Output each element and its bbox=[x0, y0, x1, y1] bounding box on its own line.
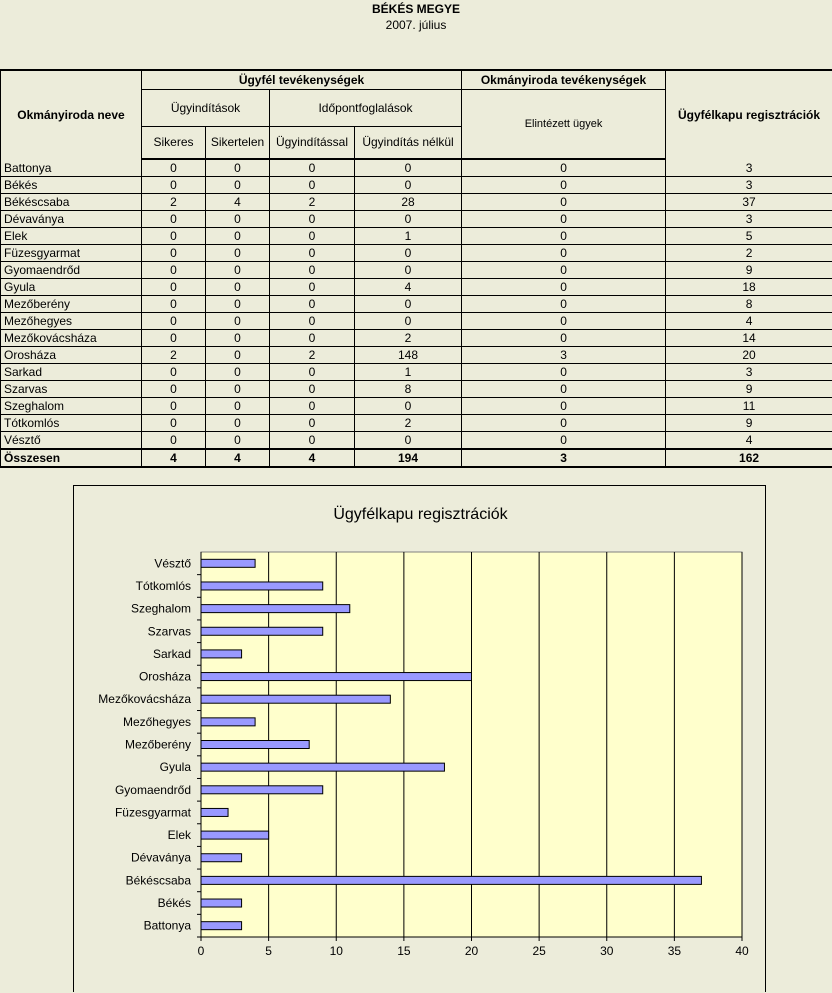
value-cell-elintezett: 0 bbox=[462, 194, 666, 211]
y-category-label: Orosháza bbox=[139, 670, 191, 684]
report-title: BÉKÉS MEGYE bbox=[0, 2, 832, 16]
value-cell-ugyfelkapu: 9 bbox=[666, 262, 832, 279]
office-name-cell: Vésztő bbox=[1, 432, 142, 450]
value-cell-ugyinditassal: 0 bbox=[270, 381, 355, 398]
office-name-cell: Mezőhegyes bbox=[1, 313, 142, 330]
bar bbox=[201, 718, 255, 726]
bar-chart bbox=[74, 486, 767, 993]
value-cell-sikertelen: 0 bbox=[206, 279, 270, 296]
value-cell-ugyinditassal: 2 bbox=[270, 347, 355, 364]
value-cell-sikeres: 0 bbox=[142, 296, 206, 313]
office-name-cell: Sarkad bbox=[1, 364, 142, 381]
office-name-cell: Szarvas bbox=[1, 381, 142, 398]
header-appointments: Időpontfoglalások bbox=[270, 90, 462, 127]
value-cell-elintezett: 0 bbox=[462, 228, 666, 245]
value-cell-sikertelen: 0 bbox=[206, 245, 270, 262]
value-cell-sikeres: 0 bbox=[142, 279, 206, 296]
value-cell-ugyinditassal: 2 bbox=[270, 194, 355, 211]
office-name-cell: Elek bbox=[1, 228, 142, 245]
value-cell-ugyinditassal: 0 bbox=[270, 398, 355, 415]
total-row bbox=[1, 449, 832, 467]
y-category-label: Szeghalom bbox=[131, 602, 191, 616]
x-tick-label: 20 bbox=[465, 944, 479, 958]
header-office-name: Okmányiroda neve bbox=[1, 70, 142, 159]
table-row bbox=[1, 211, 832, 228]
value-cell-ugyfelkapu: 3 bbox=[666, 177, 832, 194]
table-row bbox=[1, 279, 832, 296]
value-cell-nelkul: 0 bbox=[355, 313, 462, 330]
bar bbox=[201, 763, 444, 771]
value-cell-sikeres: 0 bbox=[142, 381, 206, 398]
value-cell-elintezett: 0 bbox=[462, 159, 666, 177]
value-cell-ugyfelkapu: 3 bbox=[666, 211, 832, 228]
value-cell-sikeres: 0 bbox=[142, 262, 206, 279]
total-label: Összesen bbox=[1, 449, 142, 467]
value-cell-nelkul: 28 bbox=[355, 194, 462, 211]
value-cell-elintezett: 0 bbox=[462, 432, 666, 450]
value-cell-ugyfelkapu: 18 bbox=[666, 279, 832, 296]
header-unsuccessful: Sikertelen bbox=[206, 126, 270, 159]
table-row bbox=[1, 159, 832, 177]
value-cell-ugyfelkapu: 4 bbox=[666, 313, 832, 330]
value-cell-ugyinditassal: 0 bbox=[270, 262, 355, 279]
x-tick-label: 30 bbox=[600, 944, 614, 958]
value-cell-ugyinditassal: 0 bbox=[270, 211, 355, 228]
bar bbox=[201, 899, 242, 907]
office-name-cell: Füzesgyarmat bbox=[1, 245, 142, 262]
y-category-label: Sarkad bbox=[153, 647, 191, 661]
value-cell-sikeres: 0 bbox=[142, 177, 206, 194]
office-name-cell: Dévaványa bbox=[1, 211, 142, 228]
bar bbox=[201, 922, 242, 930]
table-row bbox=[1, 194, 832, 211]
value-cell-sikertelen: 0 bbox=[206, 381, 270, 398]
header-successful: Sikeres bbox=[142, 126, 206, 159]
header-with-initiation: Ügyindítással bbox=[270, 126, 355, 159]
y-category-label: Mezőkovácsháza bbox=[98, 692, 191, 706]
value-cell-ugyinditassal: 0 bbox=[270, 159, 355, 177]
value-cell-ugyinditassal: 0 bbox=[270, 177, 355, 194]
value-cell-elintezett: 3 bbox=[462, 347, 666, 364]
header-without-initiation: Ügyindítás nélkül bbox=[355, 126, 462, 159]
value-cell-ugyfelkapu: 3 bbox=[666, 364, 832, 381]
value-cell-nelkul: 2 bbox=[355, 330, 462, 347]
value-cell-ugyfelkapu: 9 bbox=[666, 415, 832, 432]
y-category-label: Mezőhegyes bbox=[123, 715, 191, 729]
value-cell-nelkul: 0 bbox=[355, 262, 462, 279]
value-cell-nelkul: 148 bbox=[355, 347, 462, 364]
office-name-cell: Tótkomlós bbox=[1, 415, 142, 432]
report-subtitle: 2007. július bbox=[0, 18, 832, 32]
bar bbox=[201, 673, 472, 681]
table-row bbox=[1, 296, 832, 313]
value-cell-sikeres: 2 bbox=[142, 347, 206, 364]
value-cell-sikeres: 0 bbox=[142, 398, 206, 415]
table-row bbox=[1, 398, 832, 415]
total-sikeres: 4 bbox=[142, 449, 206, 467]
value-cell-ugyinditassal: 0 bbox=[270, 432, 355, 450]
value-cell-sikertelen: 4 bbox=[206, 194, 270, 211]
value-cell-sikeres: 0 bbox=[142, 228, 206, 245]
office-name-cell: Orosháza bbox=[1, 347, 142, 364]
value-cell-sikertelen: 0 bbox=[206, 228, 270, 245]
value-cell-elintezett: 0 bbox=[462, 364, 666, 381]
x-tick-label: 25 bbox=[532, 944, 546, 958]
value-cell-nelkul: 0 bbox=[355, 159, 462, 177]
table-row bbox=[1, 245, 832, 262]
value-cell-ugyfelkapu: 37 bbox=[666, 194, 832, 211]
value-cell-ugyinditassal: 0 bbox=[270, 279, 355, 296]
y-category-label: Battonya bbox=[144, 919, 192, 933]
value-cell-sikeres: 0 bbox=[142, 313, 206, 330]
table-row bbox=[1, 177, 832, 194]
office-name-cell: Gyomaendrőd bbox=[1, 262, 142, 279]
value-cell-ugyfelkapu: 20 bbox=[666, 347, 832, 364]
chart-title: Ügyfélkapu regisztrációk bbox=[74, 506, 767, 524]
value-cell-ugyfelkapu: 5 bbox=[666, 228, 832, 245]
table-row bbox=[1, 364, 832, 381]
value-cell-sikeres: 0 bbox=[142, 415, 206, 432]
x-tick-label: 15 bbox=[397, 944, 411, 958]
office-name-cell: Gyula bbox=[1, 279, 142, 296]
y-category-label: Gyula bbox=[160, 760, 192, 774]
value-cell-elintezett: 0 bbox=[462, 177, 666, 194]
office-name-cell: Mezőkovácsháza bbox=[1, 330, 142, 347]
value-cell-elintezett: 0 bbox=[462, 279, 666, 296]
value-cell-ugyinditassal: 0 bbox=[270, 313, 355, 330]
table-row bbox=[1, 347, 832, 364]
value-cell-sikeres: 0 bbox=[142, 432, 206, 450]
bar bbox=[201, 741, 309, 749]
value-cell-nelkul: 8 bbox=[355, 381, 462, 398]
value-cell-ugyfelkapu: 14 bbox=[666, 330, 832, 347]
value-cell-nelkul: 0 bbox=[355, 177, 462, 194]
value-cell-sikeres: 0 bbox=[142, 364, 206, 381]
header-office-activities: Okmányiroda tevékenységek bbox=[462, 70, 666, 90]
office-name-cell: Battonya bbox=[1, 159, 142, 177]
table-row bbox=[1, 262, 832, 279]
y-category-label: Gyomaendrőd bbox=[115, 783, 191, 797]
header-client-activities: Ügyfél tevékenységek bbox=[142, 70, 462, 90]
x-tick-label: 10 bbox=[330, 944, 344, 958]
total-elintezett: 3 bbox=[462, 449, 666, 467]
header-client-gate-registrations: Ügyfélkapu regisztrációk bbox=[666, 70, 832, 159]
table-row bbox=[1, 381, 832, 398]
bar bbox=[201, 627, 323, 635]
bar bbox=[201, 854, 242, 862]
bar bbox=[201, 831, 269, 839]
value-cell-nelkul: 0 bbox=[355, 296, 462, 313]
y-category-label: Vésztő bbox=[154, 556, 191, 570]
office-name-cell: Szeghalom bbox=[1, 398, 142, 415]
value-cell-sikertelen: 0 bbox=[206, 432, 270, 450]
value-cell-nelkul: 1 bbox=[355, 364, 462, 381]
bar bbox=[201, 650, 242, 658]
value-cell-sikeres: 0 bbox=[142, 330, 206, 347]
value-cell-sikertelen: 0 bbox=[206, 415, 270, 432]
table-row bbox=[1, 415, 832, 432]
value-cell-sikertelen: 0 bbox=[206, 398, 270, 415]
table-row bbox=[1, 313, 832, 330]
value-cell-sikertelen: 0 bbox=[206, 211, 270, 228]
value-cell-elintezett: 0 bbox=[462, 313, 666, 330]
statistics-table bbox=[0, 69, 832, 468]
header-case-initiations: Ügyindítások bbox=[142, 90, 270, 127]
value-cell-sikertelen: 0 bbox=[206, 177, 270, 194]
value-cell-sikertelen: 0 bbox=[206, 313, 270, 330]
value-cell-sikeres: 0 bbox=[142, 211, 206, 228]
value-cell-ugyinditassal: 0 bbox=[270, 245, 355, 262]
value-cell-sikertelen: 0 bbox=[206, 159, 270, 177]
value-cell-ugyfelkapu: 11 bbox=[666, 398, 832, 415]
value-cell-sikertelen: 0 bbox=[206, 296, 270, 313]
y-category-label: Füzesgyarmat bbox=[115, 805, 192, 819]
value-cell-nelkul: 1 bbox=[355, 228, 462, 245]
table-row bbox=[1, 228, 832, 245]
y-category-label: Elek bbox=[168, 828, 192, 842]
value-cell-sikeres: 2 bbox=[142, 194, 206, 211]
value-cell-nelkul: 0 bbox=[355, 398, 462, 415]
value-cell-elintezett: 0 bbox=[462, 398, 666, 415]
y-category-label: Mezőberény bbox=[125, 738, 191, 752]
total-ugyfelkapu: 162 bbox=[666, 449, 832, 467]
office-name-cell: Mezőberény bbox=[1, 296, 142, 313]
value-cell-nelkul: 0 bbox=[355, 211, 462, 228]
x-tick-label: 40 bbox=[735, 944, 749, 958]
bar bbox=[201, 605, 350, 613]
value-cell-ugyinditassal: 0 bbox=[270, 364, 355, 381]
y-category-label: Békés bbox=[158, 896, 191, 910]
value-cell-nelkul: 0 bbox=[355, 245, 462, 262]
x-tick-label: 35 bbox=[668, 944, 682, 958]
value-cell-elintezett: 0 bbox=[462, 262, 666, 279]
value-cell-elintezett: 0 bbox=[462, 296, 666, 313]
value-cell-nelkul: 2 bbox=[355, 415, 462, 432]
value-cell-sikertelen: 0 bbox=[206, 330, 270, 347]
table-row bbox=[1, 432, 832, 450]
value-cell-sikertelen: 0 bbox=[206, 262, 270, 279]
bar bbox=[201, 582, 323, 590]
y-category-label: Dévaványa bbox=[131, 851, 191, 865]
bar bbox=[201, 786, 323, 794]
total-nelkul: 194 bbox=[355, 449, 462, 467]
value-cell-sikertelen: 0 bbox=[206, 364, 270, 381]
value-cell-sikeres: 0 bbox=[142, 245, 206, 262]
value-cell-elintezett: 0 bbox=[462, 245, 666, 262]
bar bbox=[201, 559, 255, 567]
total-sikertelen: 4 bbox=[206, 449, 270, 467]
y-category-label: Békéscsaba bbox=[126, 873, 192, 887]
value-cell-ugyinditassal: 0 bbox=[270, 296, 355, 313]
value-cell-elintezett: 0 bbox=[462, 415, 666, 432]
chart-container bbox=[73, 485, 766, 992]
header-completed-cases: Elintézett ügyek bbox=[462, 90, 666, 160]
value-cell-elintezett: 0 bbox=[462, 211, 666, 228]
report-header bbox=[0, 0, 832, 32]
bar bbox=[201, 808, 228, 816]
office-name-cell: Békéscsaba bbox=[1, 194, 142, 211]
value-cell-elintezett: 0 bbox=[462, 330, 666, 347]
value-cell-ugyfelkapu: 8 bbox=[666, 296, 832, 313]
bar bbox=[201, 695, 390, 703]
office-name-cell: Békés bbox=[1, 177, 142, 194]
value-cell-ugyfelkapu: 3 bbox=[666, 159, 832, 177]
bar bbox=[201, 876, 701, 884]
value-cell-ugyfelkapu: 9 bbox=[666, 381, 832, 398]
value-cell-elintezett: 0 bbox=[462, 381, 666, 398]
value-cell-nelkul: 0 bbox=[355, 432, 462, 450]
table-row bbox=[1, 330, 832, 347]
total-ugyinditassal: 4 bbox=[270, 449, 355, 467]
value-cell-ugyinditassal: 0 bbox=[270, 228, 355, 245]
x-tick-label: 5 bbox=[265, 944, 272, 958]
value-cell-ugyfelkapu: 4 bbox=[666, 432, 832, 450]
y-category-label: Tótkomlós bbox=[136, 579, 191, 593]
value-cell-ugyinditassal: 0 bbox=[270, 330, 355, 347]
value-cell-sikertelen: 0 bbox=[206, 347, 270, 364]
value-cell-nelkul: 4 bbox=[355, 279, 462, 296]
value-cell-ugyinditassal: 0 bbox=[270, 415, 355, 432]
x-tick-label: 0 bbox=[198, 944, 205, 958]
value-cell-sikeres: 0 bbox=[142, 159, 206, 177]
y-category-label: Szarvas bbox=[148, 624, 191, 638]
value-cell-ugyfelkapu: 2 bbox=[666, 245, 832, 262]
